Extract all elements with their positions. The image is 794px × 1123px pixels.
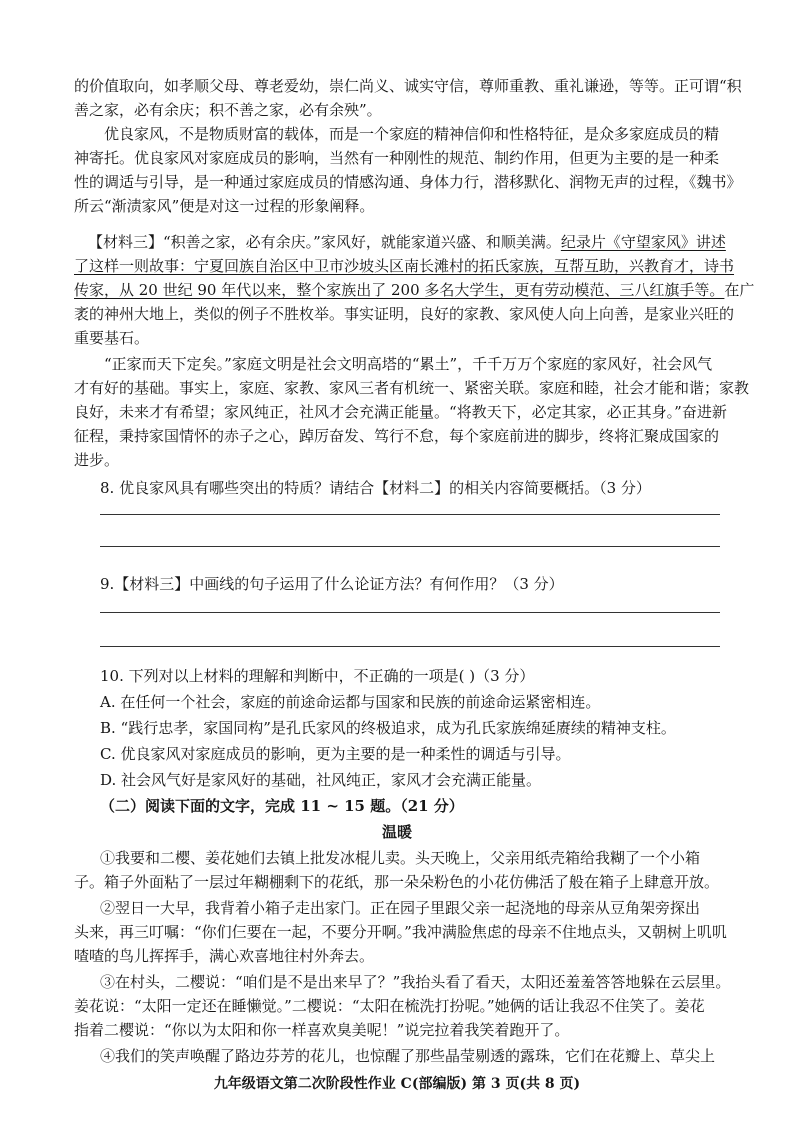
option-c: C. 优良家风对家庭成员的影响，更为主要的是一种柔性的调适与引导。: [100, 745, 571, 763]
text-line: 优良家风，不是物质财富的载体，而是一个家庭的精神信仰和性格特征，是众多家庭成员的精: [104, 125, 720, 143]
answer-line[interactable]: [100, 612, 720, 613]
story-line: 喳喳的鸟儿挥挥手，满心欢喜地往村外奔去。: [74, 947, 375, 965]
story-line: 头来，再三叮嘱：“你们仨要在一起，不要分开啊。”我冲满脸焦虑的母亲不住地点头，又朝树上叽叽: [74, 923, 727, 941]
text-line: 性的调适与引导，是一种通过家庭成员的情感沟通、身体力行，潜移默化、润物无声的过程，《魏书》: [74, 173, 742, 191]
question-10: 10. 下列对以上材料的理解和判断中，不正确的一项是( )（3 分）: [100, 667, 535, 685]
story-title: 温暖: [381, 823, 412, 841]
text-line: 袤的神州大地上，类似的例子不胜枚举。事实证明，良好的家教、家风使人向上向善，是家业兴旺的: [74, 305, 735, 323]
answer-line[interactable]: [100, 646, 720, 647]
option-a: A. 在任何一个社会，家庭的前途命运都与国家和民族的前途命运紧密相连。: [100, 693, 601, 711]
question-9: 9.【材料三】中画线的句子运用了什么论证方法？有何作用？（3 分）: [100, 575, 564, 593]
text-line: “正家而天下定矣。”家庭文明是社会文明高塔的“累土”，千千万万个家庭的家风好，社会风气: [104, 355, 713, 373]
story-line: ③在村头，二樱说：“咱们是不是出来早了？”我抬头看了看天，太阳还羞羞答答地躲在云层里。: [100, 973, 731, 991]
underlined-sentence: 了这样一则故事：宁夏回族自治区中卫市沙坡头区南长滩村的拓氏家族，互帮互助，兴教育才，诗书: [74, 257, 735, 275]
text-line: 重要基石。: [74, 329, 150, 347]
page-footer: 九年级语文第二次阶段性作业 C(部编版) 第 3 页(共 8 页): [213, 1076, 581, 1092]
option-b: B. “践行忠孝，家国同构”是孔氏家风的终极追求，成为孔氏家族绵延赓续的精神支柱。: [100, 719, 676, 737]
story-line: 子。箱子外面粘了一层过年糊棚剩下的花纸，那一朵朵粉色的小花仿佛活了般在箱子上肆意开放。: [74, 873, 720, 891]
section-heading: （二）阅读下面的文字，完成 11 ~ 15 题。（21 分）: [100, 797, 464, 815]
option-d: D. 社会风气好是家风好的基础，社风纯正，家风才会充满正能量。: [100, 771, 542, 789]
underlined-sentence: 纪录片《守望家风》讲述: [560, 233, 726, 251]
text-line: 进步。: [74, 451, 120, 469]
text-span: 在广: [724, 281, 755, 299]
answer-line[interactable]: [100, 514, 720, 515]
material-three-line: [74, 278, 755, 302]
story-line: ④我们的笑声唤醒了路边芬芳的花儿，也惊醒了那些晶莹剔透的露珠，它们在花瓣上、草尖上: [100, 1047, 716, 1065]
story-line: ①我要和二樱、姜花她们去镇上批发冰棍儿卖。头天晚上，父亲用纸壳箱给我糊了一个小箱: [100, 849, 701, 867]
text-line: 才有好的基础。事实上，家庭、家教、家风三者有机统一、紧密关联。家庭和睦，社会才能和谐；家教: [74, 379, 750, 397]
text-line: 良好，未来才有希望；家风纯正，社风才会充满正能量。“将教天下，必定其家，必正其身。”奋进新: [74, 403, 727, 421]
answer-line[interactable]: [100, 546, 720, 547]
material-three-line: [88, 230, 726, 254]
question-8: 8. 优良家风具有哪些突出的特质？请结合【材料二】的相关内容简要概括。（3 分）: [100, 479, 651, 497]
text-line: 所云“渐渍家风”便是对这一过程的形象阐释。: [74, 197, 375, 215]
text-line: 征程，秉持家国情怀的赤子之心，踔厉奋发、笃行不怠，每个家庭前进的脚步，终将汇聚成国家的: [74, 427, 720, 445]
underlined-sentence: 传家，从 20 世纪 90 年代以来，整个家族出了 200 多名大学生，更有劳动模范、三八红旗手等。: [74, 281, 725, 299]
text-line: 善之家，必有余庆；积不善之家，必有余殃”。: [74, 101, 382, 119]
story-line: 指着二樱说：“你以为太阳和你一样喜欢臭美呢！”说完拉着我笑着跑开了。: [74, 1021, 570, 1039]
text-line: 神寄托。优良家风对家庭成员的影响，当然有一种刚性的规范、制约作用，但更为主要的是一种柔: [74, 149, 720, 167]
story-line: ②翌日一大早，我背着小箱子走出家门。正在园子里跟父亲一起浇地的母亲从豆角架旁探出: [100, 899, 701, 917]
story-line: 姜花说：“太阳一定还在睡懒觉。”二樱说：“太阳在梳洗打扮呢。”她俩的话让我忍不住笑了。姜花: [74, 997, 705, 1015]
text-line: 的价值取向，如孝顺父母、尊老爱幼，崇仁尚义、诚实守信，尊师重教、重礼谦逊，等等。正可谓“积: [74, 77, 742, 95]
text-span: 【材料三】“积善之家，必有余庆。”家风好，就能家道兴盛、和顺美满。: [88, 233, 561, 251]
